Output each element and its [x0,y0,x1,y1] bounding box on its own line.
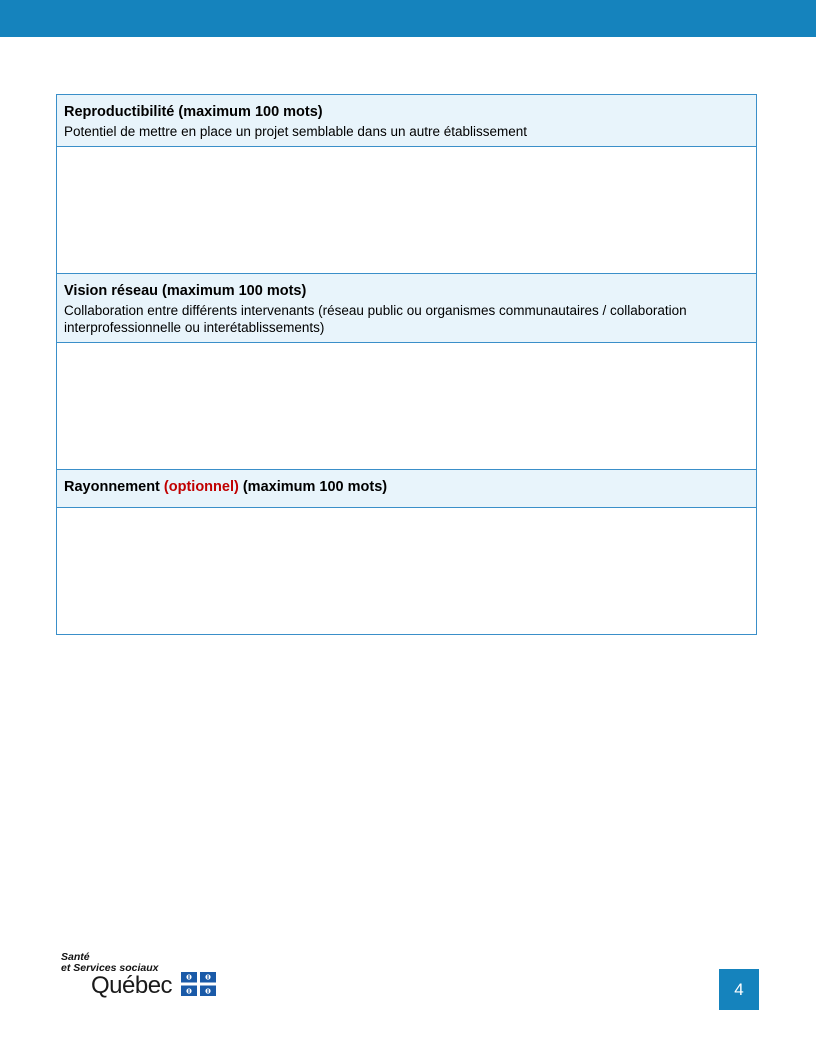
section-description: Collaboration entre différents intervenants (réseau public ou organismes communautaires / collaboration interprofessionnelle ou interétablissements) [64,303,687,335]
optional-label: (optionnel) [163,479,239,495]
page-number: 4 [719,969,759,1010]
answer-field-vision-reseau[interactable] [57,343,756,470]
ministry-logo [61,952,221,1002]
quebec-flag-icon [181,972,216,996]
title-part: Rayonnement [64,479,164,495]
section-description: Potentiel de mettre en place un projet semblable dans un autre établissement [64,124,528,139]
section-header-reproductibilite [57,95,756,147]
section-header-rayonnement [57,470,756,508]
form-table [56,94,757,635]
logo-line-1: Santé [61,951,90,963]
section-title [64,478,749,496]
section-header-vision-reseau [57,274,756,343]
section-title: Reproductibilité (maximum 100 mots) [64,104,323,120]
logo-line-2: et Services sociaux [61,962,159,974]
top-banner [0,0,816,37]
section-title: Vision réseau (maximum 100 mots) [64,283,307,299]
title-part: (maximum 100 mots) [238,479,388,495]
answer-field-reproductibilite[interactable] [57,147,756,274]
answer-field-rayonnement[interactable] [57,508,756,634]
logo-quebec-text: Québec [91,972,173,999]
